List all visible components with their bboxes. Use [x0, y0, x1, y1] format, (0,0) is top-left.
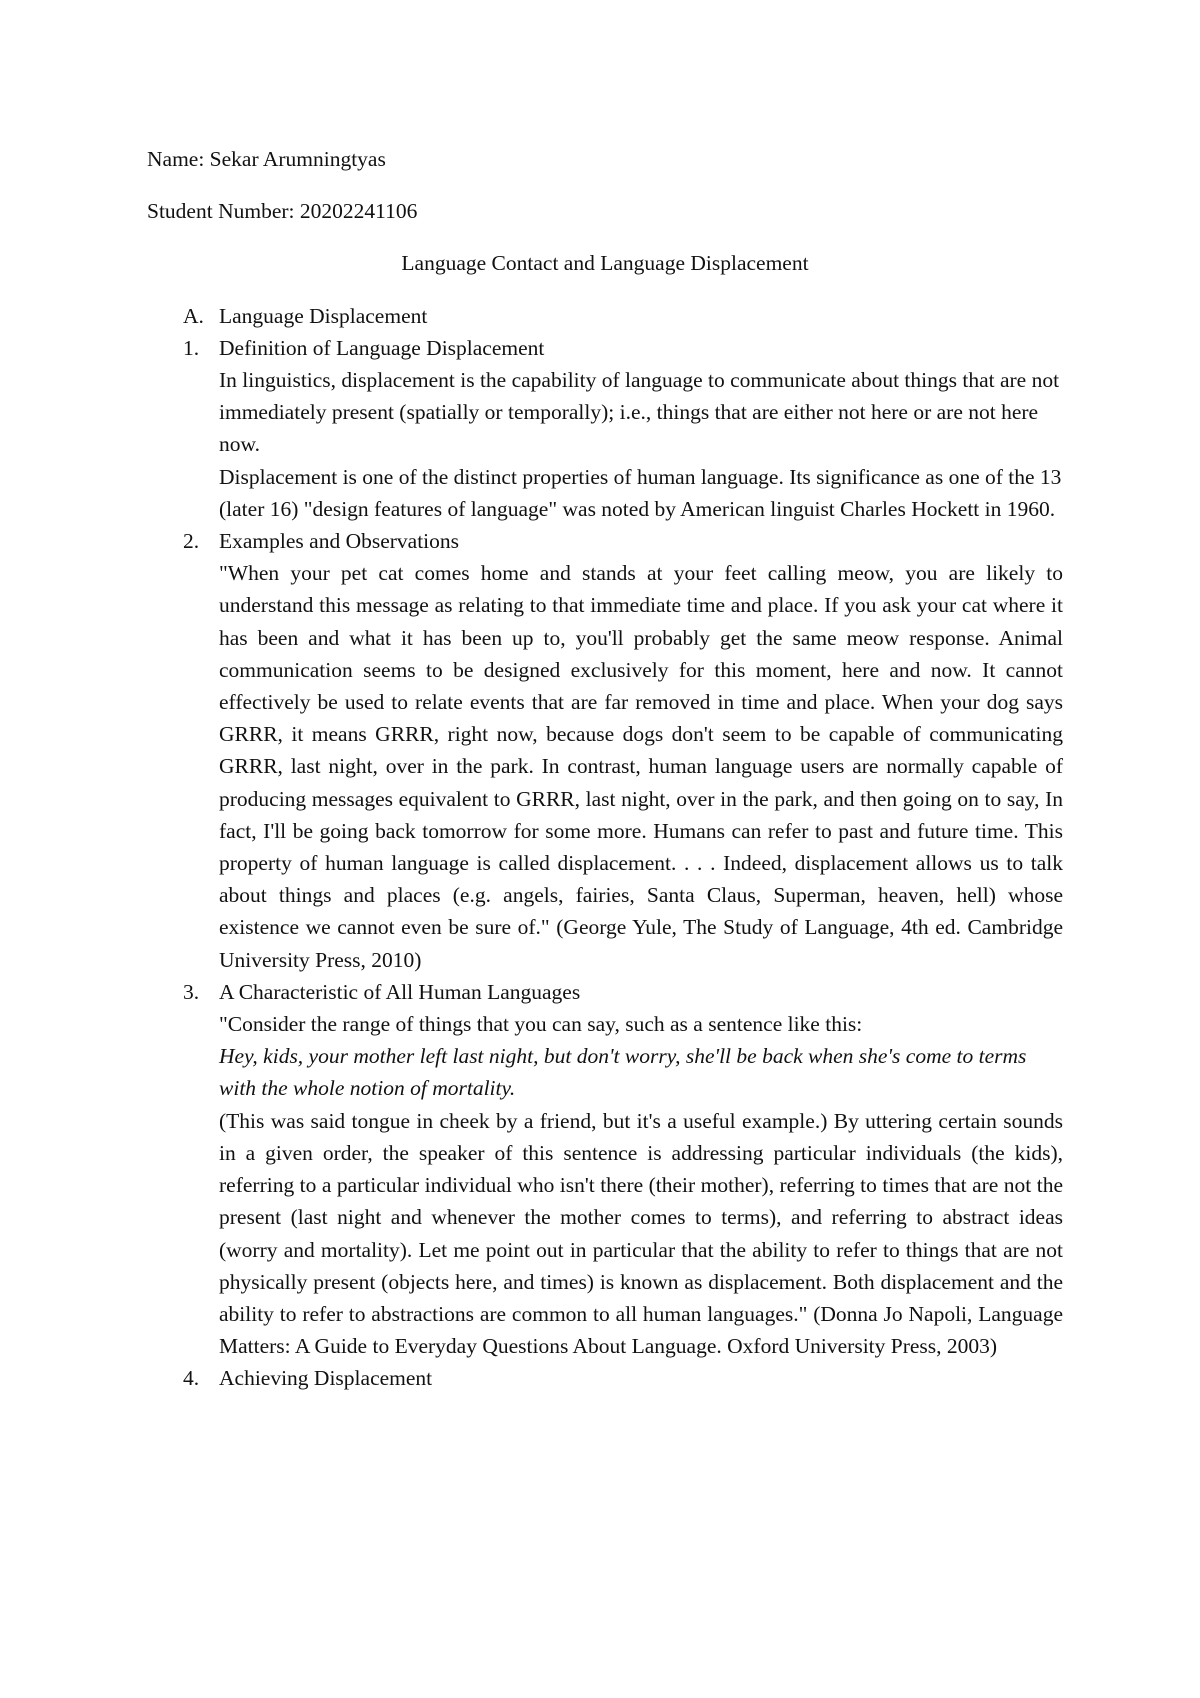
definition-paragraph-2: Displacement is one of the distinct properties of human language. Its significance as one of the 13 (later 16) "design features of language" was noted by American linguist Charles Hockett in 1960.	[219, 464, 1062, 521]
definition-paragraph-1: In linguistics, displacement is the capability of language to communicate about things that are not immediately present (spatially or temporally); i.e., things that are either not here or are not here now.	[219, 368, 1060, 457]
list-item-1-heading: Definition of Language Displacement	[219, 335, 545, 360]
examples-paragraph: "When your pet cat comes home and stands at your feet calling meow, you are likely to understand this message as relating to that immediate time and place. If you ask your cat where it has been and what it has been up to, you'll probably get the same meow response. Animal communication seems to be designed exclusively for this moment, here and now. It cannot effectively be used to relate events that are far removed in time and place. When your dog says GRRR, it means GRRR, right now, because dogs don't seem to be capable of communicating GRRR, last night, over in the park. In contrast, human language users are normally capable of producing messages equivalent to GRRR, last night, over in the park, and then going on to say, In fact, I'll be going back tomorrow for some more. Humans can refer to past and future time. This property of human language is called displacement. . . . Indeed, displacement allows us to talk about things and places (e.g. angels, fairies, Santa Claus, Superman, heaven, hell) whose existence we cannot even be sure of." (George Yule, The Study of Language, 4th ed. Cambridge University Press, 2010)	[219, 561, 1063, 972]
list-item-3-marker: 3.	[183, 979, 200, 1004]
document-body	[147, 143, 1063, 1395]
document-title: Language Contact and Language Displacement	[401, 251, 809, 276]
list-item-2	[147, 525, 1063, 976]
list-item-1-marker: 1.	[183, 335, 200, 360]
list-item-2-heading: Examples and Observations	[219, 529, 460, 554]
section-a-marker: A.	[183, 303, 204, 328]
list-item-3	[147, 976, 1063, 1362]
characteristic-intro: "Consider the range of things that you can say, such as a sentence like this:	[219, 1012, 863, 1037]
list-item-4-marker: 4.	[183, 1366, 200, 1391]
outline	[147, 300, 1063, 1395]
section-a-heading: Language Displacement	[219, 303, 428, 328]
list-item-3-heading: A Characteristic of All Human Languages	[219, 979, 581, 1004]
list-item-4	[147, 1362, 1063, 1394]
list-item-2-marker: 2.	[183, 529, 200, 554]
list-item-1	[147, 332, 1063, 525]
example-sentence: Hey, kids, your mother left last night, but don't worry, she'll be back when she's come to terms with the whole notion of mortality.	[219, 1044, 1027, 1101]
characteristic-paragraph: (This was said tongue in cheek by a friend, but it's a useful example.) By uttering certain sounds in a given order, the speaker of this sentence is addressing particular individuals (the kids), referring to a particular individual who isn't there (their mother), referring to times that are not the present (last night and whenever the mother comes to terms), and referring to abstract ideas (worry and mortality). Let me point out in particular that the ability to refer to things that are not physically present (objects here, and times) is known as displacement. Both displacement and the ability to refer to abstractions are common to all human languages." (Donna Jo Napoli, Language Matters: A Guide to Everyday Questions About Language. Oxford University Press, 2003)	[219, 1108, 1063, 1359]
list-item-4-heading: Achieving Displacement	[219, 1366, 433, 1391]
section-a	[147, 300, 1063, 332]
student-number: Student Number: 20202241106	[147, 199, 418, 224]
student-name: Name: Sekar Arumningtyas	[147, 147, 386, 171]
